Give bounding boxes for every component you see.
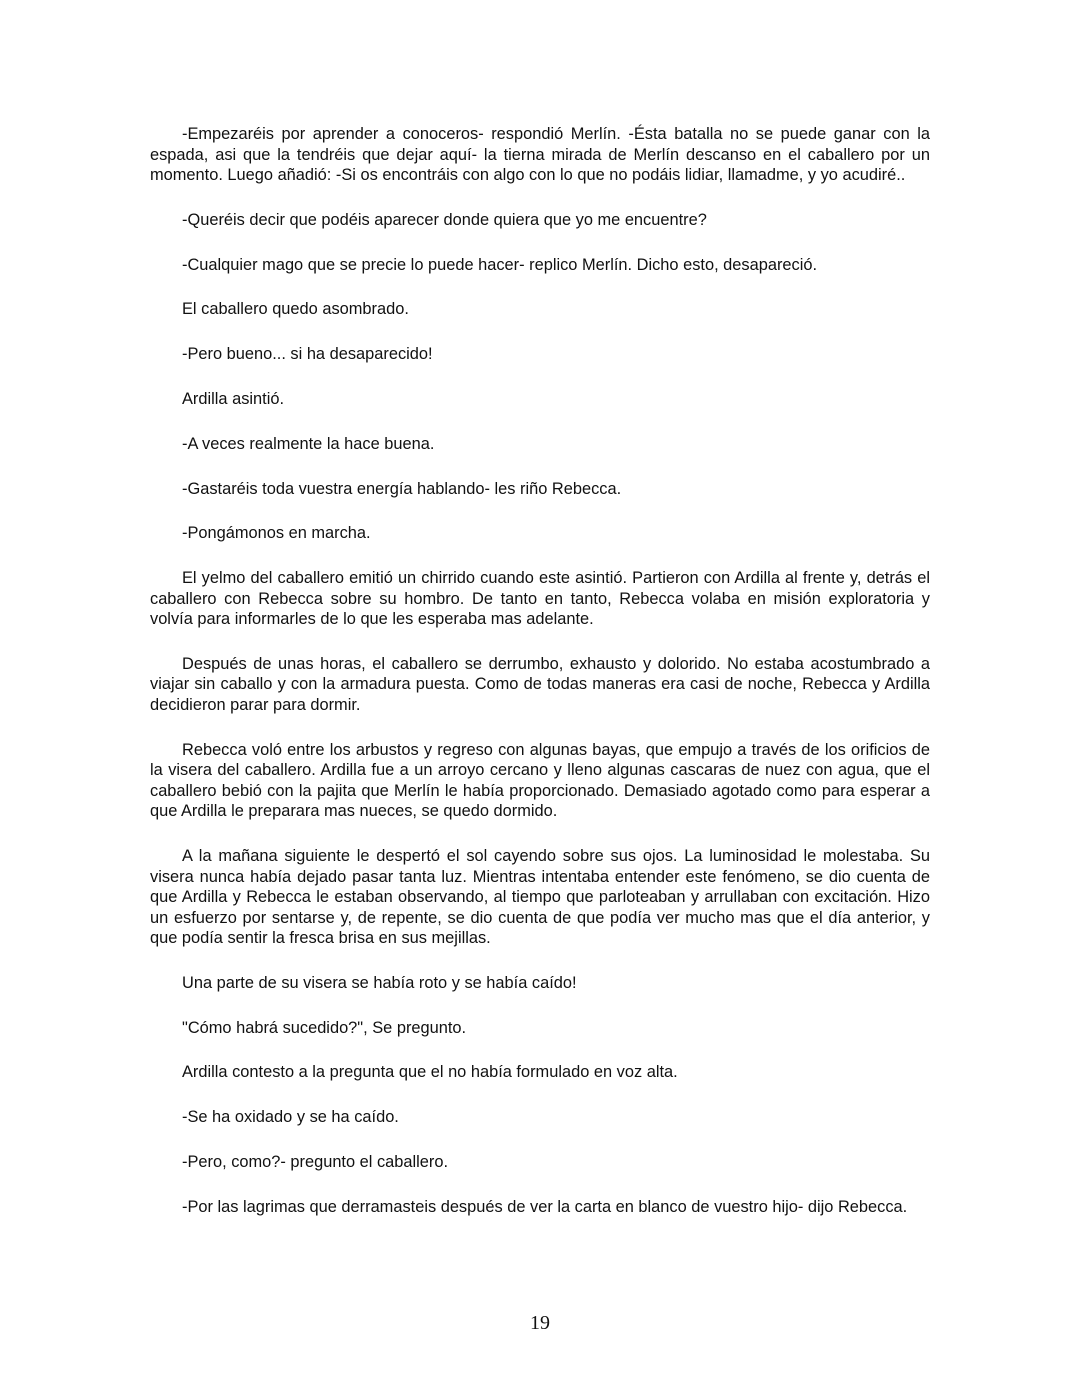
paragraph: -Cualquier mago que se precie lo puede hacer- replico Merlín. Dicho esto, desapareció.	[182, 255, 818, 274]
paragraph: El yelmo del caballero emitió un chirrido cuando este asintió. Partieron con Ardilla al frente y, detrás el caballero con Rebecca sobre su hombro. De tanto en tanto, Rebecca volaba en misión exploratoria y volvía para informarles de lo que les esperaba mas adelante.	[150, 569, 930, 629]
paragraph: Ardilla contesto a la pregunta que el no había formulado en voz alta.	[182, 1063, 678, 1082]
paragraph: -Empezaréis por aprender a conoceros- respondió Merlín. -Ésta batalla no se puede ganar con la espada, asi que la tendréis que dejar aquí- la tierna mirada de Merlín descanso en el caballero por un momento. Luego añadió: -Si os encontráis con algo con lo que no podáis lidiar, llamadme, y yo acudiré..	[150, 125, 930, 184]
paragraph: Una parte de su visera se había roto y se había caído!	[182, 973, 577, 992]
paragraph: -Por las lagrimas que derramasteis después de ver la carta en blanco de vuestro hijo- dijo Rebecca.	[182, 1197, 908, 1216]
paragraph: "Cómo habrá sucedido?", Se pregunto.	[182, 1018, 467, 1037]
paragraph: -Se ha oxidado y se ha caído.	[182, 1108, 399, 1127]
paragraph: -Gastaréis toda vuestra energía hablando- les riño Rebecca.	[182, 479, 622, 498]
paragraph: -Pongámonos en marcha.	[182, 524, 371, 543]
body-text	[150, 124, 930, 1217]
paragraph: -Pero bueno... si ha desaparecido!	[182, 345, 433, 364]
paragraph: -A veces realmente la hace buena.	[182, 434, 435, 453]
paragraph: Después de unas horas, el caballero se derrumbo, exhausto y dolorido. No estaba acostumbrado a viajar sin caballo y con la armadura puesta. Como de todas maneras era casi de noche, Rebecca y Ardilla decidieron parar para dormir.	[150, 654, 930, 714]
paragraph: A la mañana siguiente le despertó el sol cayendo sobre sus ojos. La luminosidad le molestaba. Su visera nunca había dejado pasar tanta luz. Mientras intentaba entender este fenómeno, se dio cuenta de que Ardilla y Rebecca le estaban observando, al tiempo que parloteaban y arrullaban con excitación. Hizo un esfuerzo por sentarse y, de repente, se dio cuenta de que podía ver mucho mas que el día anterior, y que podía sentir la fresca brisa en sus mejillas.	[150, 847, 930, 948]
paragraph: -Pero, como?- pregunto el caballero.	[182, 1153, 449, 1172]
paragraph: -Queréis decir que podéis aparecer donde quiera que yo me encuentre?	[182, 210, 707, 229]
page-number: 19	[530, 1312, 550, 1334]
paragraph: El caballero quedo asombrado.	[182, 300, 409, 319]
paragraph: Rebecca voló entre los arbustos y regreso con algunas bayas, que empujo a través de los orificios de la visera del caballero. Ardilla fue a un arroyo cercano y lleno algunas cascaras de nuez con agua, que el caballero bebió con la pajita que Merlín le había proporcionado. Demasiado agotado como para esperar a que Ardilla le preparara mas nueces, se quedo dormido.	[150, 740, 930, 821]
paragraph: Ardilla asintió.	[182, 389, 285, 408]
